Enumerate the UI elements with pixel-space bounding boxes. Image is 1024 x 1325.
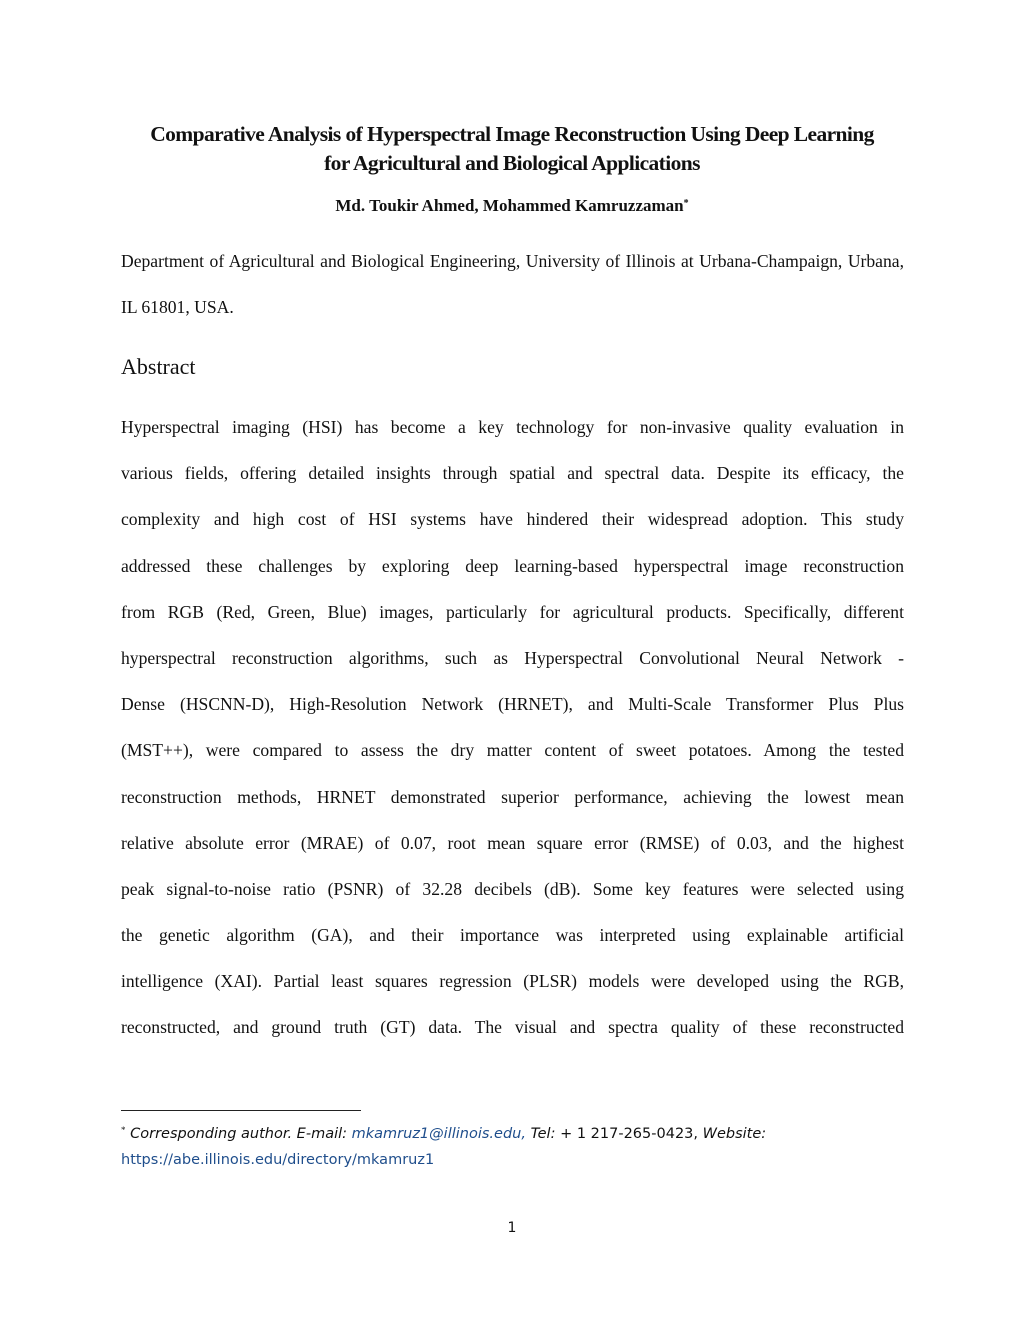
abstract-line: the genetic algorithm (GA), and their importance was interpreted using explainable artificial xyxy=(121,925,904,946)
abstract-line: hyperspectral reconstruction algorithms, such as Hyperspectral Convolutional Neural Network - xyxy=(121,647,904,668)
abstract-line: from RGB (Red, Green, Blue) images, particularly for agricultural products. Specifically, different xyxy=(121,601,904,622)
footnote-mark: * xyxy=(121,1125,126,1135)
abstract-line: relative absolute error (MRAE) of 0.07, root mean square error (RMSE) of 0.03, and the highest xyxy=(121,832,904,853)
abstract-line: intelligence (XAI). Partial least squares regression (PLSR) models were developed using the RGB, xyxy=(121,971,904,992)
website-link[interactable]: https://abe.illinois.edu/directory/mkamruz1 xyxy=(121,1152,435,1168)
abstract-line: reconstruction methods, HRNET demonstrated superior performance, achieving the lowest mean xyxy=(121,786,904,807)
abstract-line: reconstructed, and ground truth (GT) data. The visual and spectra quality of these reconstructed xyxy=(121,1017,904,1038)
abstract-line: complexity and high cost of HSI systems have hindered their widespread adoption. This study xyxy=(121,509,904,530)
page-number: 1 xyxy=(507,1220,517,1236)
footnote-tel-value: + 1 217-265-0423, xyxy=(560,1126,698,1142)
author-list xyxy=(80,194,944,218)
abstract-line: peak signal-to-noise ratio (PSNR) of 32.28 decibels (dB). Some key features were selected using xyxy=(121,878,904,899)
abstract-line: Dense (HSCNN-D), High-Resolution Network (HRNET), and Multi-Scale Transformer Plus Plus xyxy=(121,694,904,715)
footnote-tel-label: Tel: xyxy=(530,1126,556,1142)
abstract-line: (MST++), were compared to assess the dry matter content of sweet potatoes. Among the tested xyxy=(121,740,904,761)
affiliation: Department of Agricultural and Biological Engineering, University of Illinois at Urbana-Champaign, Urbana, IL 61801, USA. xyxy=(121,251,904,318)
abstract-line: Hyperspectral imaging (HSI) has become a key technology for non-invasive quality evaluation in xyxy=(121,417,904,437)
corresponding-author-mark: * xyxy=(683,198,689,209)
title-line-1: Comparative Analysis of Hyperspectral Image Reconstruction Using Deep Learning xyxy=(150,122,874,146)
abstract-line: various fields, offering detailed insights through spatial and spectral data. Despite its efficacy, the xyxy=(121,463,904,484)
footnote-website-label: Website: xyxy=(702,1126,767,1142)
footnote xyxy=(121,1121,904,1173)
abstract-line: addressed these challenges by exploring deep learning-based hyperspectral image reconstruction xyxy=(121,555,904,576)
title-line-2: for Agricultural and Biological Applications xyxy=(324,151,700,175)
email-link[interactable]: mkamruz1@illinois.edu, xyxy=(351,1126,526,1142)
paper-title xyxy=(80,120,944,178)
footnote-corresponding-label: Corresponding author. E-mail: xyxy=(130,1126,348,1142)
abstract-heading: Abstract xyxy=(121,354,196,379)
authors-text: Md. Toukir Ahmed, Mohammed Kamruzzaman xyxy=(335,196,684,215)
footnote-divider xyxy=(121,1110,361,1111)
abstract-body xyxy=(121,404,904,1051)
